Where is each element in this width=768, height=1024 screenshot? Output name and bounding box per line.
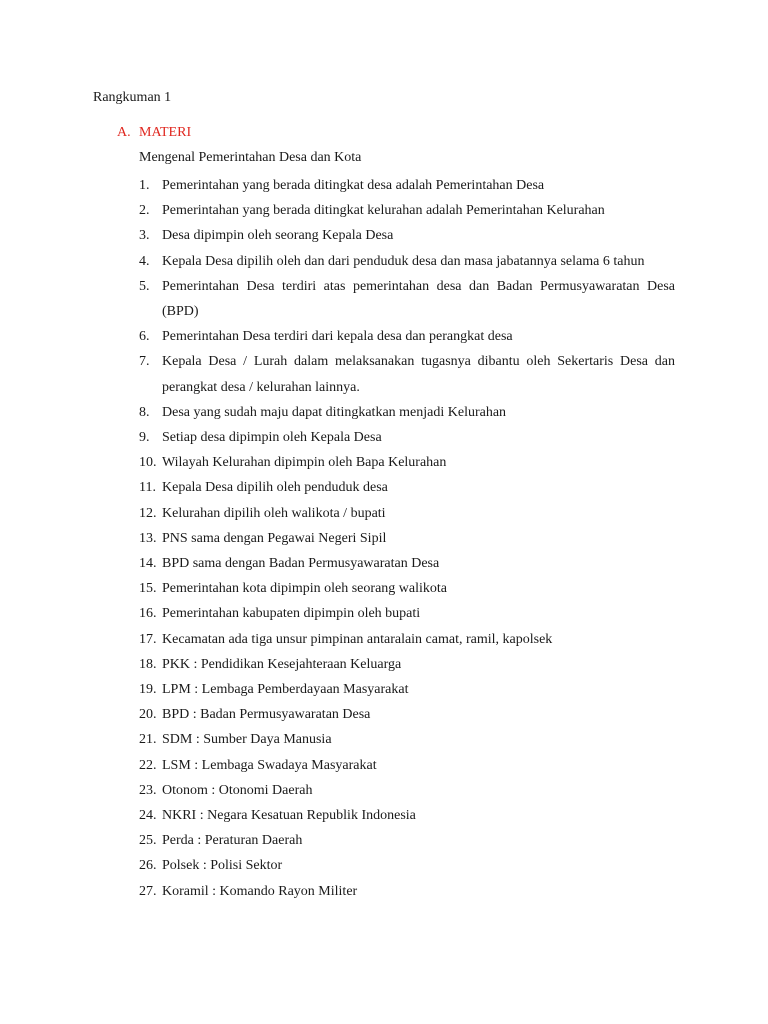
list-item-number: 9. bbox=[139, 430, 150, 446]
list-item-number: 20. bbox=[139, 707, 157, 723]
list-item-number: 7. bbox=[139, 354, 150, 370]
list-item-text: BPD sama dengan Badan Permusyawaratan Desa bbox=[162, 556, 440, 572]
list-item bbox=[139, 249, 675, 274]
list-item bbox=[139, 501, 675, 526]
list-item-text: Perda : Peraturan Daerah bbox=[162, 833, 303, 849]
list-item bbox=[139, 627, 675, 652]
list-item bbox=[139, 803, 675, 828]
list-item bbox=[139, 677, 675, 702]
list-item bbox=[139, 173, 675, 198]
list-item-number: 1. bbox=[139, 178, 150, 193]
list-item-number: 13. bbox=[139, 530, 157, 546]
list-item bbox=[139, 727, 675, 752]
list-item bbox=[139, 652, 675, 677]
list-item-text: Pemerintahan yang berada ditingkat kelurahan adalah Pemerintahan Kelurahan bbox=[162, 203, 605, 219]
list-item-number: 11. bbox=[139, 480, 156, 496]
list-item-text: Kecamatan ada tiga unsur pimpinan antaralain camat, ramil, kapolsek bbox=[162, 631, 553, 647]
list-item-number: 27. bbox=[139, 883, 157, 899]
list-item bbox=[139, 828, 675, 853]
list-item-number: 5. bbox=[139, 278, 150, 294]
list-item bbox=[139, 198, 675, 223]
list-item bbox=[139, 526, 675, 551]
list-item bbox=[139, 576, 675, 601]
numbered-list bbox=[139, 173, 675, 904]
list-item-text: Koramil : Komando Rayon Militer bbox=[162, 883, 358, 899]
list-item-text: SDM : Sumber Daya Manusia bbox=[162, 732, 332, 748]
section-marker: A. bbox=[117, 125, 131, 140]
list-item-number: 21. bbox=[139, 732, 157, 748]
list-item bbox=[139, 274, 675, 324]
list-item-number: 15. bbox=[139, 581, 157, 597]
list-item-number: 3. bbox=[139, 228, 150, 244]
list-item-number: 23. bbox=[139, 782, 157, 798]
list-item bbox=[139, 702, 675, 727]
list-item-number: 26. bbox=[139, 858, 157, 874]
list-item-text: Desa dipimpin oleh seorang Kepala Desa bbox=[162, 228, 394, 244]
list-item-number: 17. bbox=[139, 631, 157, 647]
list-item-text: Pemerintahan Desa terdiri atas pemerintahan desa dan Badan Permusyawaratan Desa (BPD) bbox=[162, 278, 675, 320]
list-item bbox=[139, 223, 675, 248]
list-item-number: 25. bbox=[139, 833, 157, 849]
list-item-text: PNS sama dengan Pegawai Negeri Sipil bbox=[162, 530, 387, 546]
list-item-text: LSM : Lembaga Swadaya Masyarakat bbox=[162, 757, 377, 773]
list-item-text: Desa yang sudah maju dapat ditingkatkan menjadi Kelurahan bbox=[162, 404, 507, 420]
list-item-text: Setiap desa dipimpin oleh Kepala Desa bbox=[162, 430, 382, 446]
list-item bbox=[139, 778, 675, 803]
list-item-text: Kepala Desa dipilih oleh penduduk desa bbox=[162, 480, 388, 496]
list-item-text: Pemerintahan kota dipimpin oleh seorang walikota bbox=[162, 581, 447, 597]
list-item-number: 14. bbox=[139, 556, 157, 572]
list-item-number: 18. bbox=[139, 656, 157, 672]
section-subtitle: Mengenal Pemerintahan Desa dan Kota bbox=[139, 150, 362, 165]
list-item bbox=[139, 349, 675, 399]
list-item-text: NKRI : Negara Kesatuan Republik Indonesia bbox=[162, 808, 416, 824]
list-item-number: 16. bbox=[139, 606, 157, 622]
list-item-number: 10. bbox=[139, 455, 157, 471]
list-item bbox=[139, 324, 675, 349]
list-item bbox=[139, 853, 675, 878]
list-item-number: 19. bbox=[139, 682, 157, 698]
list-item-text: Pemerintahan Desa terdiri dari kepala desa dan perangkat desa bbox=[162, 329, 513, 345]
list-item-text: Polsek : Polisi Sektor bbox=[162, 858, 283, 874]
list-item-text: LPM : Lembaga Pemberdayaan Masyarakat bbox=[162, 682, 409, 698]
list-item bbox=[139, 425, 675, 450]
list-item bbox=[139, 475, 675, 500]
list-item bbox=[139, 450, 675, 475]
section-heading bbox=[117, 123, 191, 143]
list-item-number: 22. bbox=[139, 757, 157, 773]
list-item-text: Otonom : Otonomi Daerah bbox=[162, 782, 313, 798]
list-item-text: Pemerintahan yang berada ditingkat desa adalah Pemerintahan Desa bbox=[162, 178, 545, 193]
list-item bbox=[139, 601, 675, 626]
list-item-text: BPD : Badan Permusyawaratan Desa bbox=[162, 707, 371, 723]
list-item bbox=[139, 400, 675, 425]
list-item-number: 24. bbox=[139, 808, 157, 824]
list-item-text: Kepala Desa dipilih oleh dan dari penduduk desa dan masa jabatannya selama 6 tahun bbox=[162, 253, 645, 269]
list-item-number: 8. bbox=[139, 404, 150, 420]
list-item-number: 2. bbox=[139, 203, 150, 219]
list-item bbox=[139, 753, 675, 778]
list-item-text: Kelurahan dipilih oleh walikota / bupati bbox=[162, 505, 386, 521]
list-item-text: Pemerintahan kabupaten dipimpin oleh bupati bbox=[162, 606, 421, 622]
list-item bbox=[139, 551, 675, 576]
list-item-text: Kepala Desa / Lurah dalam melaksanakan tugasnya dibantu oleh Sekertaris Desa dan perangkat desa / kelurahan lainnya. bbox=[162, 354, 675, 395]
list-item-text: PKK : Pendidikan Kesejahteraan Keluarga bbox=[162, 656, 402, 672]
list-item-number: 6. bbox=[139, 329, 150, 345]
section-heading-label: MATERI bbox=[139, 125, 192, 140]
list-item bbox=[139, 879, 675, 904]
list-item-number: 4. bbox=[139, 253, 150, 269]
list-item-number: 12. bbox=[139, 505, 157, 521]
list-item-text: Wilayah Kelurahan dipimpin oleh Bapa Kelurahan bbox=[162, 455, 447, 471]
document-title: Rangkuman 1 bbox=[93, 90, 172, 105]
